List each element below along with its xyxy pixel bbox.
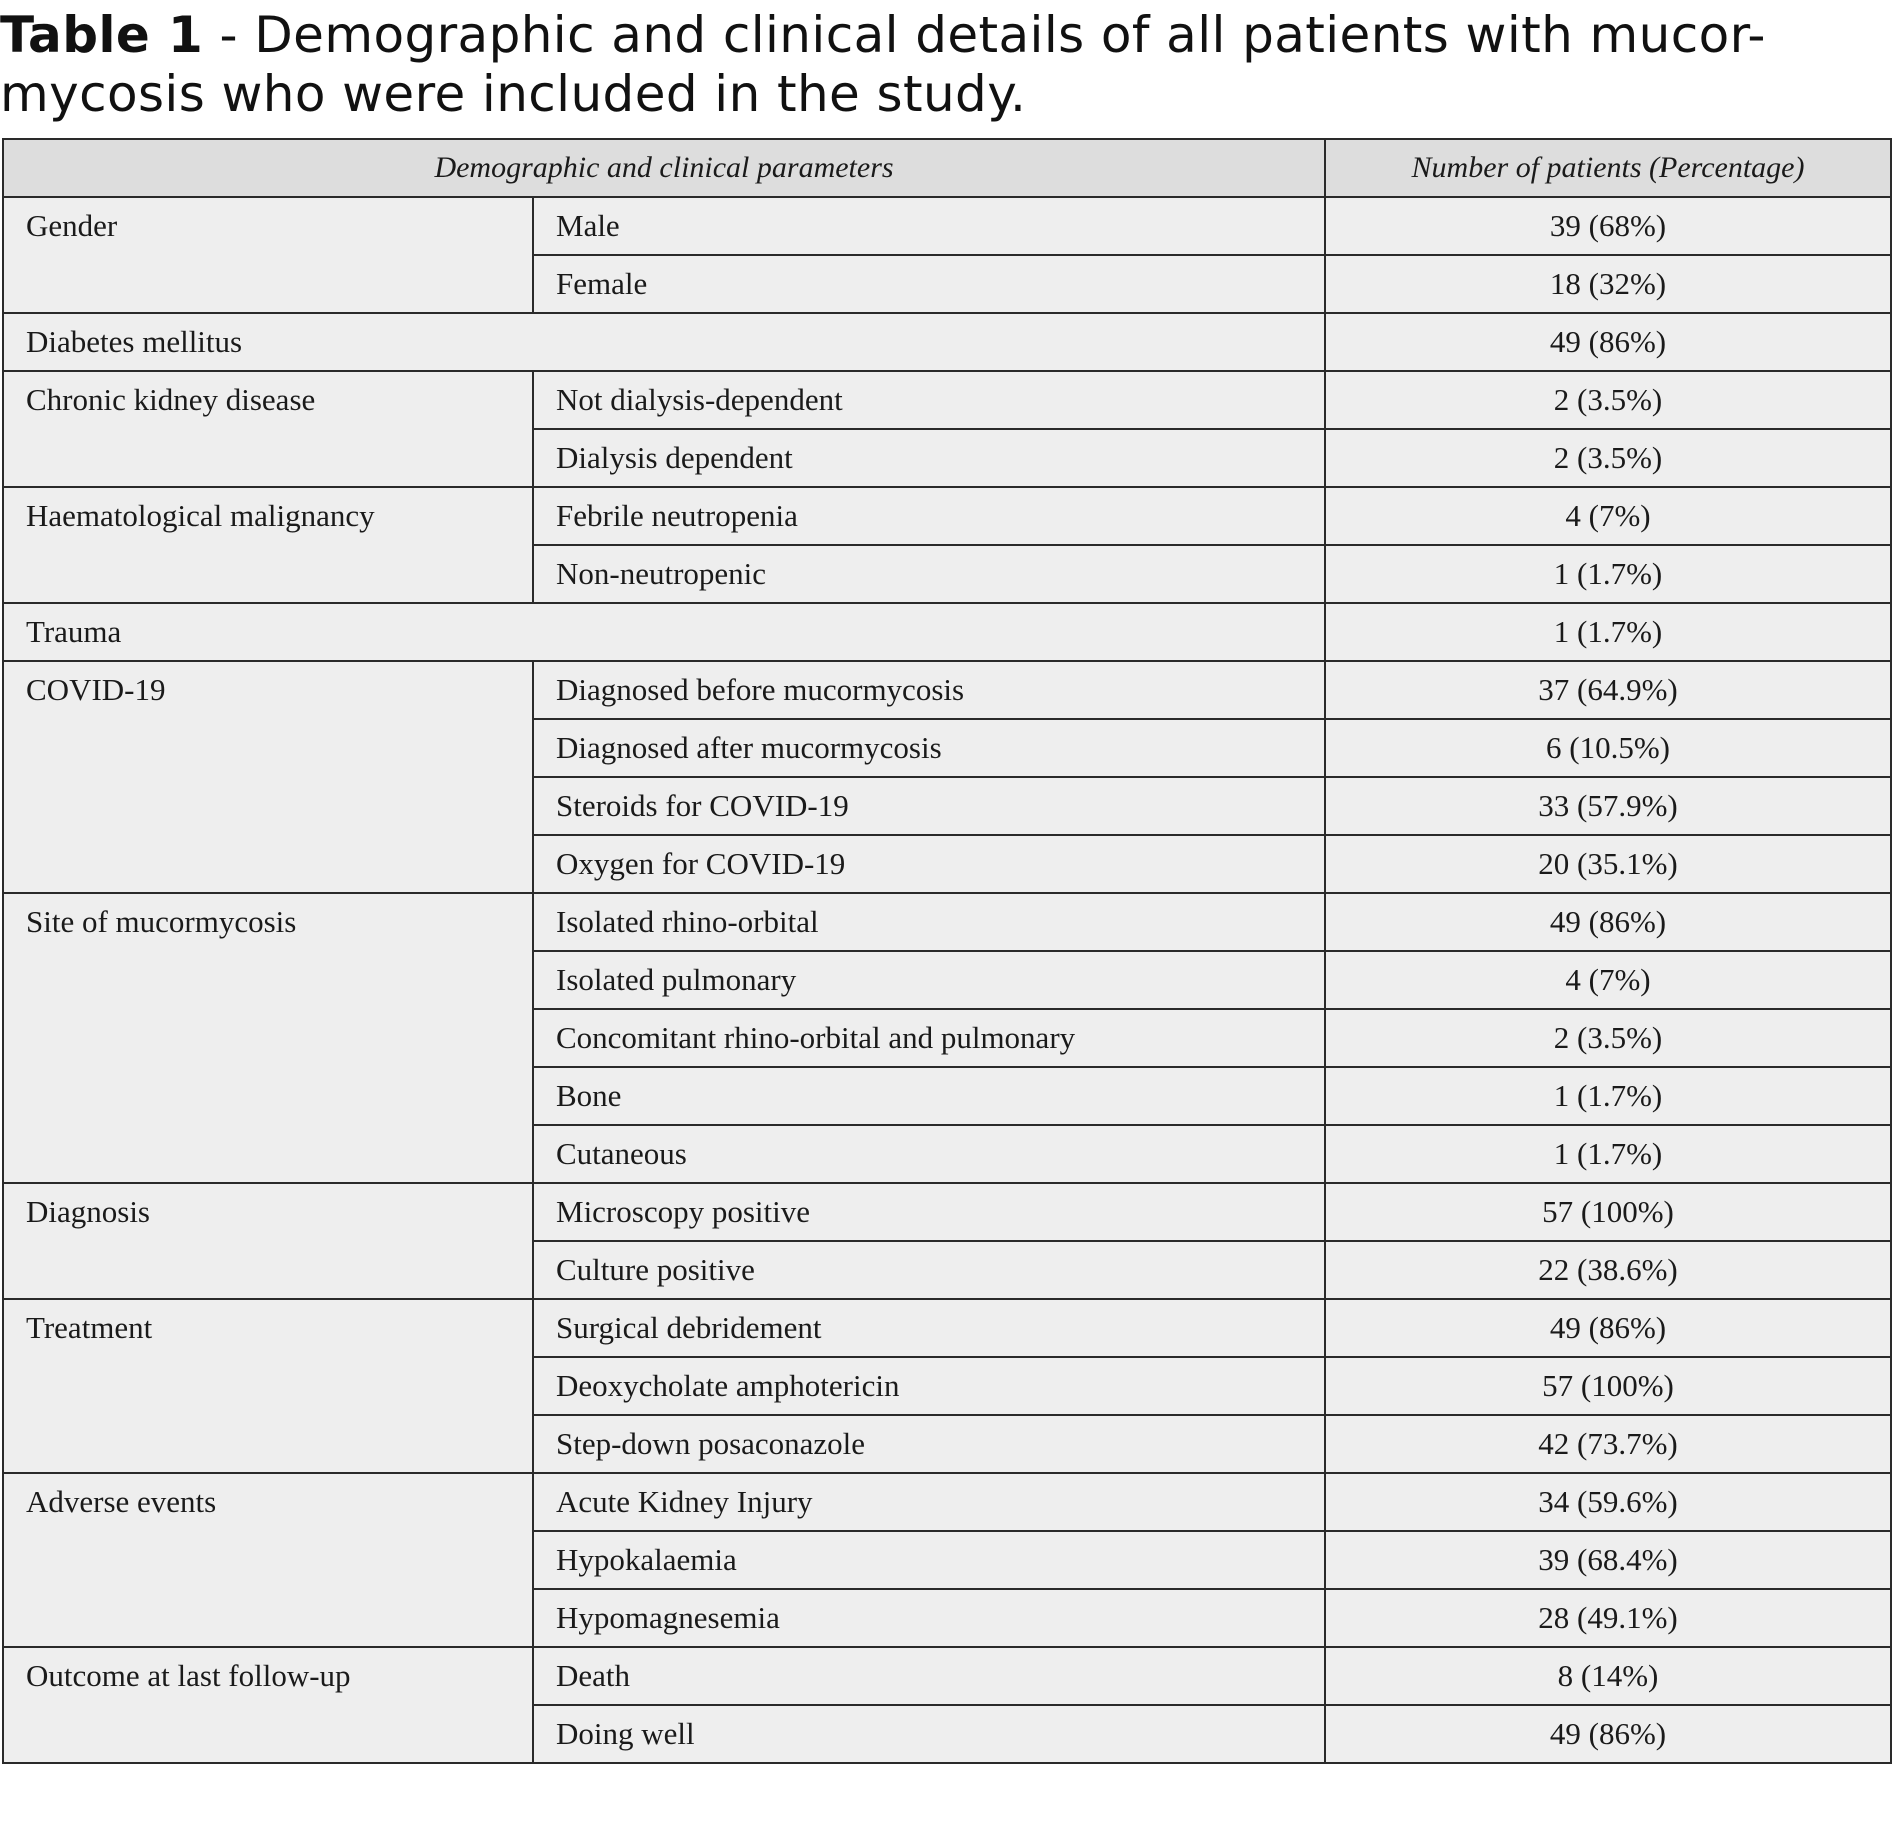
- subcategory-cell: Oxygen for COVID-19: [533, 835, 1325, 893]
- value-cell: 42 (73.7%): [1325, 1415, 1891, 1473]
- subcategory-cell: Dialysis dependent: [533, 429, 1325, 487]
- value-cell: 37 (64.9%): [1325, 661, 1891, 719]
- table-caption: [0, 6, 1892, 124]
- subcategory-cell: Female: [533, 255, 1325, 313]
- category-cell: Outcome at last follow-up: [3, 1647, 533, 1763]
- subcategory-cell: Microscopy positive: [533, 1183, 1325, 1241]
- subcategory-cell: Hypokalaemia: [533, 1531, 1325, 1589]
- value-cell: 2 (3.5%): [1325, 1009, 1891, 1067]
- table-row: [3, 313, 1891, 371]
- table-row: [3, 1299, 1891, 1357]
- caption-label: Table 1: [0, 6, 204, 64]
- category-cell: Gender: [3, 197, 533, 313]
- subcategory-cell: Deoxycholate amphotericin: [533, 1357, 1325, 1415]
- header-count: Number of patients (Percentage): [1325, 139, 1891, 197]
- subcategory-cell: Diagnosed after mucormycosis: [533, 719, 1325, 777]
- category-cell: Adverse events: [3, 1473, 533, 1647]
- subcategory-cell: Step-down posaconazole: [533, 1415, 1325, 1473]
- value-cell: 28 (49.1%): [1325, 1589, 1891, 1647]
- value-cell: 57 (100%): [1325, 1357, 1891, 1415]
- table-row: [3, 1647, 1891, 1705]
- value-cell: 4 (7%): [1325, 951, 1891, 1009]
- demographics-table: [2, 138, 1892, 1764]
- subcategory-cell: Cutaneous: [533, 1125, 1325, 1183]
- table-row: [3, 487, 1891, 545]
- value-cell: 49 (86%): [1325, 1705, 1891, 1763]
- table-row: [3, 661, 1891, 719]
- subcategory-cell: Bone: [533, 1067, 1325, 1125]
- value-cell: 22 (38.6%): [1325, 1241, 1891, 1299]
- table-row: [3, 893, 1891, 951]
- value-cell: 49 (86%): [1325, 1299, 1891, 1357]
- subcategory-cell: Acute Kidney Injury: [533, 1473, 1325, 1531]
- table-row: [3, 371, 1891, 429]
- value-cell: 2 (3.5%): [1325, 371, 1891, 429]
- table-row: [3, 1473, 1891, 1531]
- value-cell: 6 (10.5%): [1325, 719, 1891, 777]
- category-cell: Treatment: [3, 1299, 533, 1473]
- category-cell: Haematological malignancy: [3, 487, 533, 603]
- subcategory-cell: Culture positive: [533, 1241, 1325, 1299]
- caption-text: - Demographic and clinical details of all patients with mucor- mycosis who were included in the study.: [0, 6, 1766, 123]
- value-cell: 49 (86%): [1325, 893, 1891, 951]
- subcategory-cell: Hypomagnesemia: [533, 1589, 1325, 1647]
- value-cell: 20 (35.1%): [1325, 835, 1891, 893]
- value-cell: 1 (1.7%): [1325, 1125, 1891, 1183]
- value-cell: 34 (59.6%): [1325, 1473, 1891, 1531]
- subcategory-cell: Surgical debridement: [533, 1299, 1325, 1357]
- table-row: [3, 603, 1891, 661]
- value-cell: 49 (86%): [1325, 313, 1891, 371]
- subcategory-cell: Not dialysis-dependent: [533, 371, 1325, 429]
- value-cell: 1 (1.7%): [1325, 545, 1891, 603]
- value-cell: 39 (68%): [1325, 197, 1891, 255]
- value-cell: 39 (68.4%): [1325, 1531, 1891, 1589]
- category-cell: Trauma: [3, 603, 1325, 661]
- category-cell: COVID-19: [3, 661, 533, 893]
- table-row: [3, 1183, 1891, 1241]
- table-row: [3, 197, 1891, 255]
- table-body: [3, 197, 1891, 1763]
- header-row: [3, 139, 1891, 197]
- value-cell: 8 (14%): [1325, 1647, 1891, 1705]
- value-cell: 33 (57.9%): [1325, 777, 1891, 835]
- subcategory-cell: Isolated rhino-orbital: [533, 893, 1325, 951]
- category-cell: Diagnosis: [3, 1183, 533, 1299]
- subcategory-cell: Concomitant rhino-orbital and pulmonary: [533, 1009, 1325, 1067]
- category-cell: Diabetes mellitus: [3, 313, 1325, 371]
- subcategory-cell: Non-neutropenic: [533, 545, 1325, 603]
- subcategory-cell: Diagnosed before mucormycosis: [533, 661, 1325, 719]
- subcategory-cell: Doing well: [533, 1705, 1325, 1763]
- subcategory-cell: Steroids for COVID-19: [533, 777, 1325, 835]
- subcategory-cell: Death: [533, 1647, 1325, 1705]
- subcategory-cell: Febrile neutropenia: [533, 487, 1325, 545]
- value-cell: 18 (32%): [1325, 255, 1891, 313]
- value-cell: 4 (7%): [1325, 487, 1891, 545]
- category-cell: Chronic kidney disease: [3, 371, 533, 487]
- subcategory-cell: Male: [533, 197, 1325, 255]
- value-cell: 2 (3.5%): [1325, 429, 1891, 487]
- category-cell: Site of mucormycosis: [3, 893, 533, 1183]
- value-cell: 1 (1.7%): [1325, 603, 1891, 661]
- subcategory-cell: Isolated pulmonary: [533, 951, 1325, 1009]
- value-cell: 1 (1.7%): [1325, 1067, 1891, 1125]
- value-cell: 57 (100%): [1325, 1183, 1891, 1241]
- header-parameters: Demographic and clinical parameters: [3, 139, 1325, 197]
